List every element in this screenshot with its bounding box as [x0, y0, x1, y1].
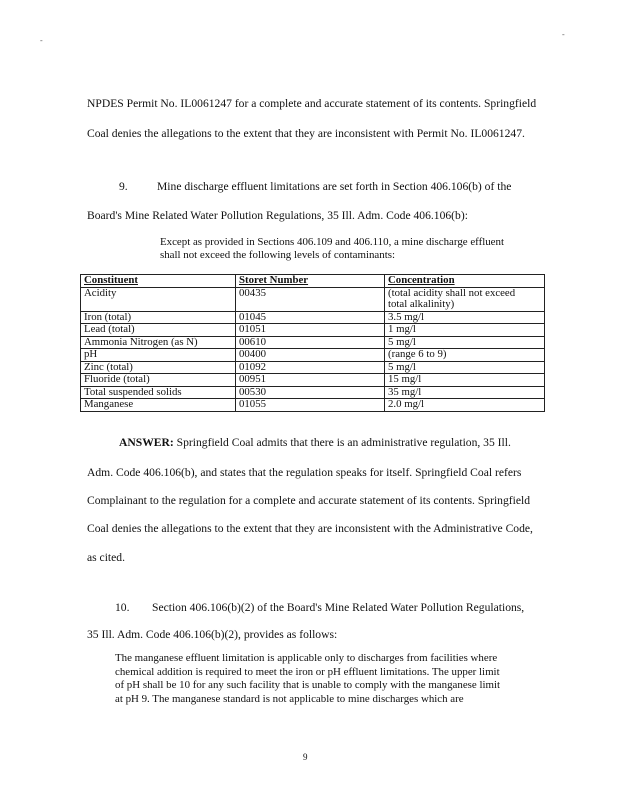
header-constituent: Constituent [81, 275, 236, 288]
page-number: 9 [303, 752, 308, 762]
table-row [81, 336, 545, 349]
cell-concentration-line1: (total acidity shall not exceed [388, 286, 516, 299]
table-row [81, 399, 545, 412]
table-row [81, 311, 545, 324]
quote-line: The manganese effluent limitation is applicable only to discharges from facilities where [115, 652, 498, 664]
table-row [81, 324, 545, 337]
answer-text: Springfield Coal admits that there is an administrative regulation, 35 Ill. [173, 436, 511, 449]
quote-line: at pH 9. The manganese standard is not applicable to mine discharges which are [115, 692, 464, 705]
paragraph-line: Section 406.106(b)(2) of the Board's Mine Related Water Pollution Regulations, [152, 601, 525, 614]
cell-constituent: Fluoride (total) [81, 374, 236, 387]
answer-label: ANSWER: [119, 436, 174, 449]
table-row [81, 361, 545, 374]
header-concentration: Concentration [385, 275, 545, 288]
answer-line: Complainant to the regulation for a complete and accurate statement of its contents. Springfield [87, 494, 531, 507]
paragraph-line: Board's Mine Related Water Pollution Regulations, 35 Ill. Adm. Code 406.106(b): [87, 209, 468, 222]
cell-constituent: pH [81, 349, 236, 362]
table-row [81, 374, 545, 387]
paragraph-line: NPDES Permit No. IL0061247 for a complete and accurate statement of its contents. Springfield [87, 97, 537, 110]
table-row [81, 287, 545, 311]
answer-line: Adm. Code 406.106(b), and states that the regulation speaks for itself. Springfield Coal refers [87, 466, 522, 479]
quote-line: chemical addition is required to meet the iron or pH effluent limitations. The upper limit [115, 665, 500, 678]
paragraph-number: 9. [119, 180, 128, 193]
cell-constituent: Ammonia Nitrogen (as N) [81, 336, 236, 349]
paragraph-line: Coal denies the allegations to the extent that they are inconsistent with Permit No. IL0061247. [87, 127, 525, 140]
paragraph-number: 10. [115, 601, 130, 614]
cell-constituent: Acidity [81, 287, 236, 311]
cell-storet: 01051 [236, 324, 385, 337]
cell-concentration: (range 6 to 9) [385, 349, 545, 362]
cell-constituent: Lead (total) [81, 324, 236, 337]
scan-mark-right: - [562, 30, 565, 39]
cell-concentration [385, 287, 545, 311]
table-header-row [81, 275, 545, 288]
cell-concentration: 1 mg/l [385, 324, 545, 337]
cell-storet: 00435 [236, 287, 385, 311]
paragraph-line: 35 Ill. Adm. Code 406.106(b)(2), provides as follows: [87, 628, 338, 641]
block-quote [160, 236, 552, 262]
quote-line: of pH shall be 10 for any such facility that is unable to comply with the manganese limit [115, 679, 501, 692]
cell-concentration: 15 mg/l [385, 374, 545, 387]
quote-line: shall not exceed the following levels of contaminants: [160, 249, 395, 261]
cell-storet: 00610 [236, 336, 385, 349]
table-row [81, 349, 545, 362]
cell-storet: 00530 [236, 386, 385, 399]
cell-storet: 01092 [236, 361, 385, 374]
cell-storet: 01055 [236, 399, 385, 412]
table-row [81, 386, 545, 399]
cell-constituent: Total suspended solids [81, 386, 236, 399]
cell-concentration: 5 mg/l [385, 336, 545, 349]
answer-line: as cited. [87, 551, 125, 564]
cell-storet: 00400 [236, 349, 385, 362]
cell-storet: 01045 [236, 311, 385, 324]
cell-concentration: 3.5 mg/l [385, 311, 545, 324]
cell-concentration: 5 mg/l [385, 361, 545, 374]
scan-mark-left: - [40, 36, 43, 45]
cell-concentration: 35 mg/l [385, 386, 545, 399]
effluent-limits-table [80, 274, 545, 412]
cell-constituent: Iron (total) [81, 311, 236, 324]
header-storet: Storet Number [236, 275, 385, 288]
answer-line [119, 436, 511, 450]
cell-concentration-line2: total alkalinity) [388, 298, 455, 310]
cell-storet: 00951 [236, 374, 385, 387]
cell-concentration: 2.0 mg/l [385, 399, 545, 412]
paragraph-line: Mine discharge effluent limitations are set forth in Section 406.106(b) of the [157, 180, 512, 193]
answer-line: Coal denies the allegations to the extent that they are inconsistent with the Administrative Code, [87, 522, 533, 535]
block-quote [115, 652, 555, 706]
cell-constituent: Zinc (total) [81, 361, 236, 374]
cell-constituent: Manganese [81, 399, 236, 412]
quote-line: Except as provided in Sections 406.109 and 406.110, a mine discharge effluent [160, 236, 504, 248]
